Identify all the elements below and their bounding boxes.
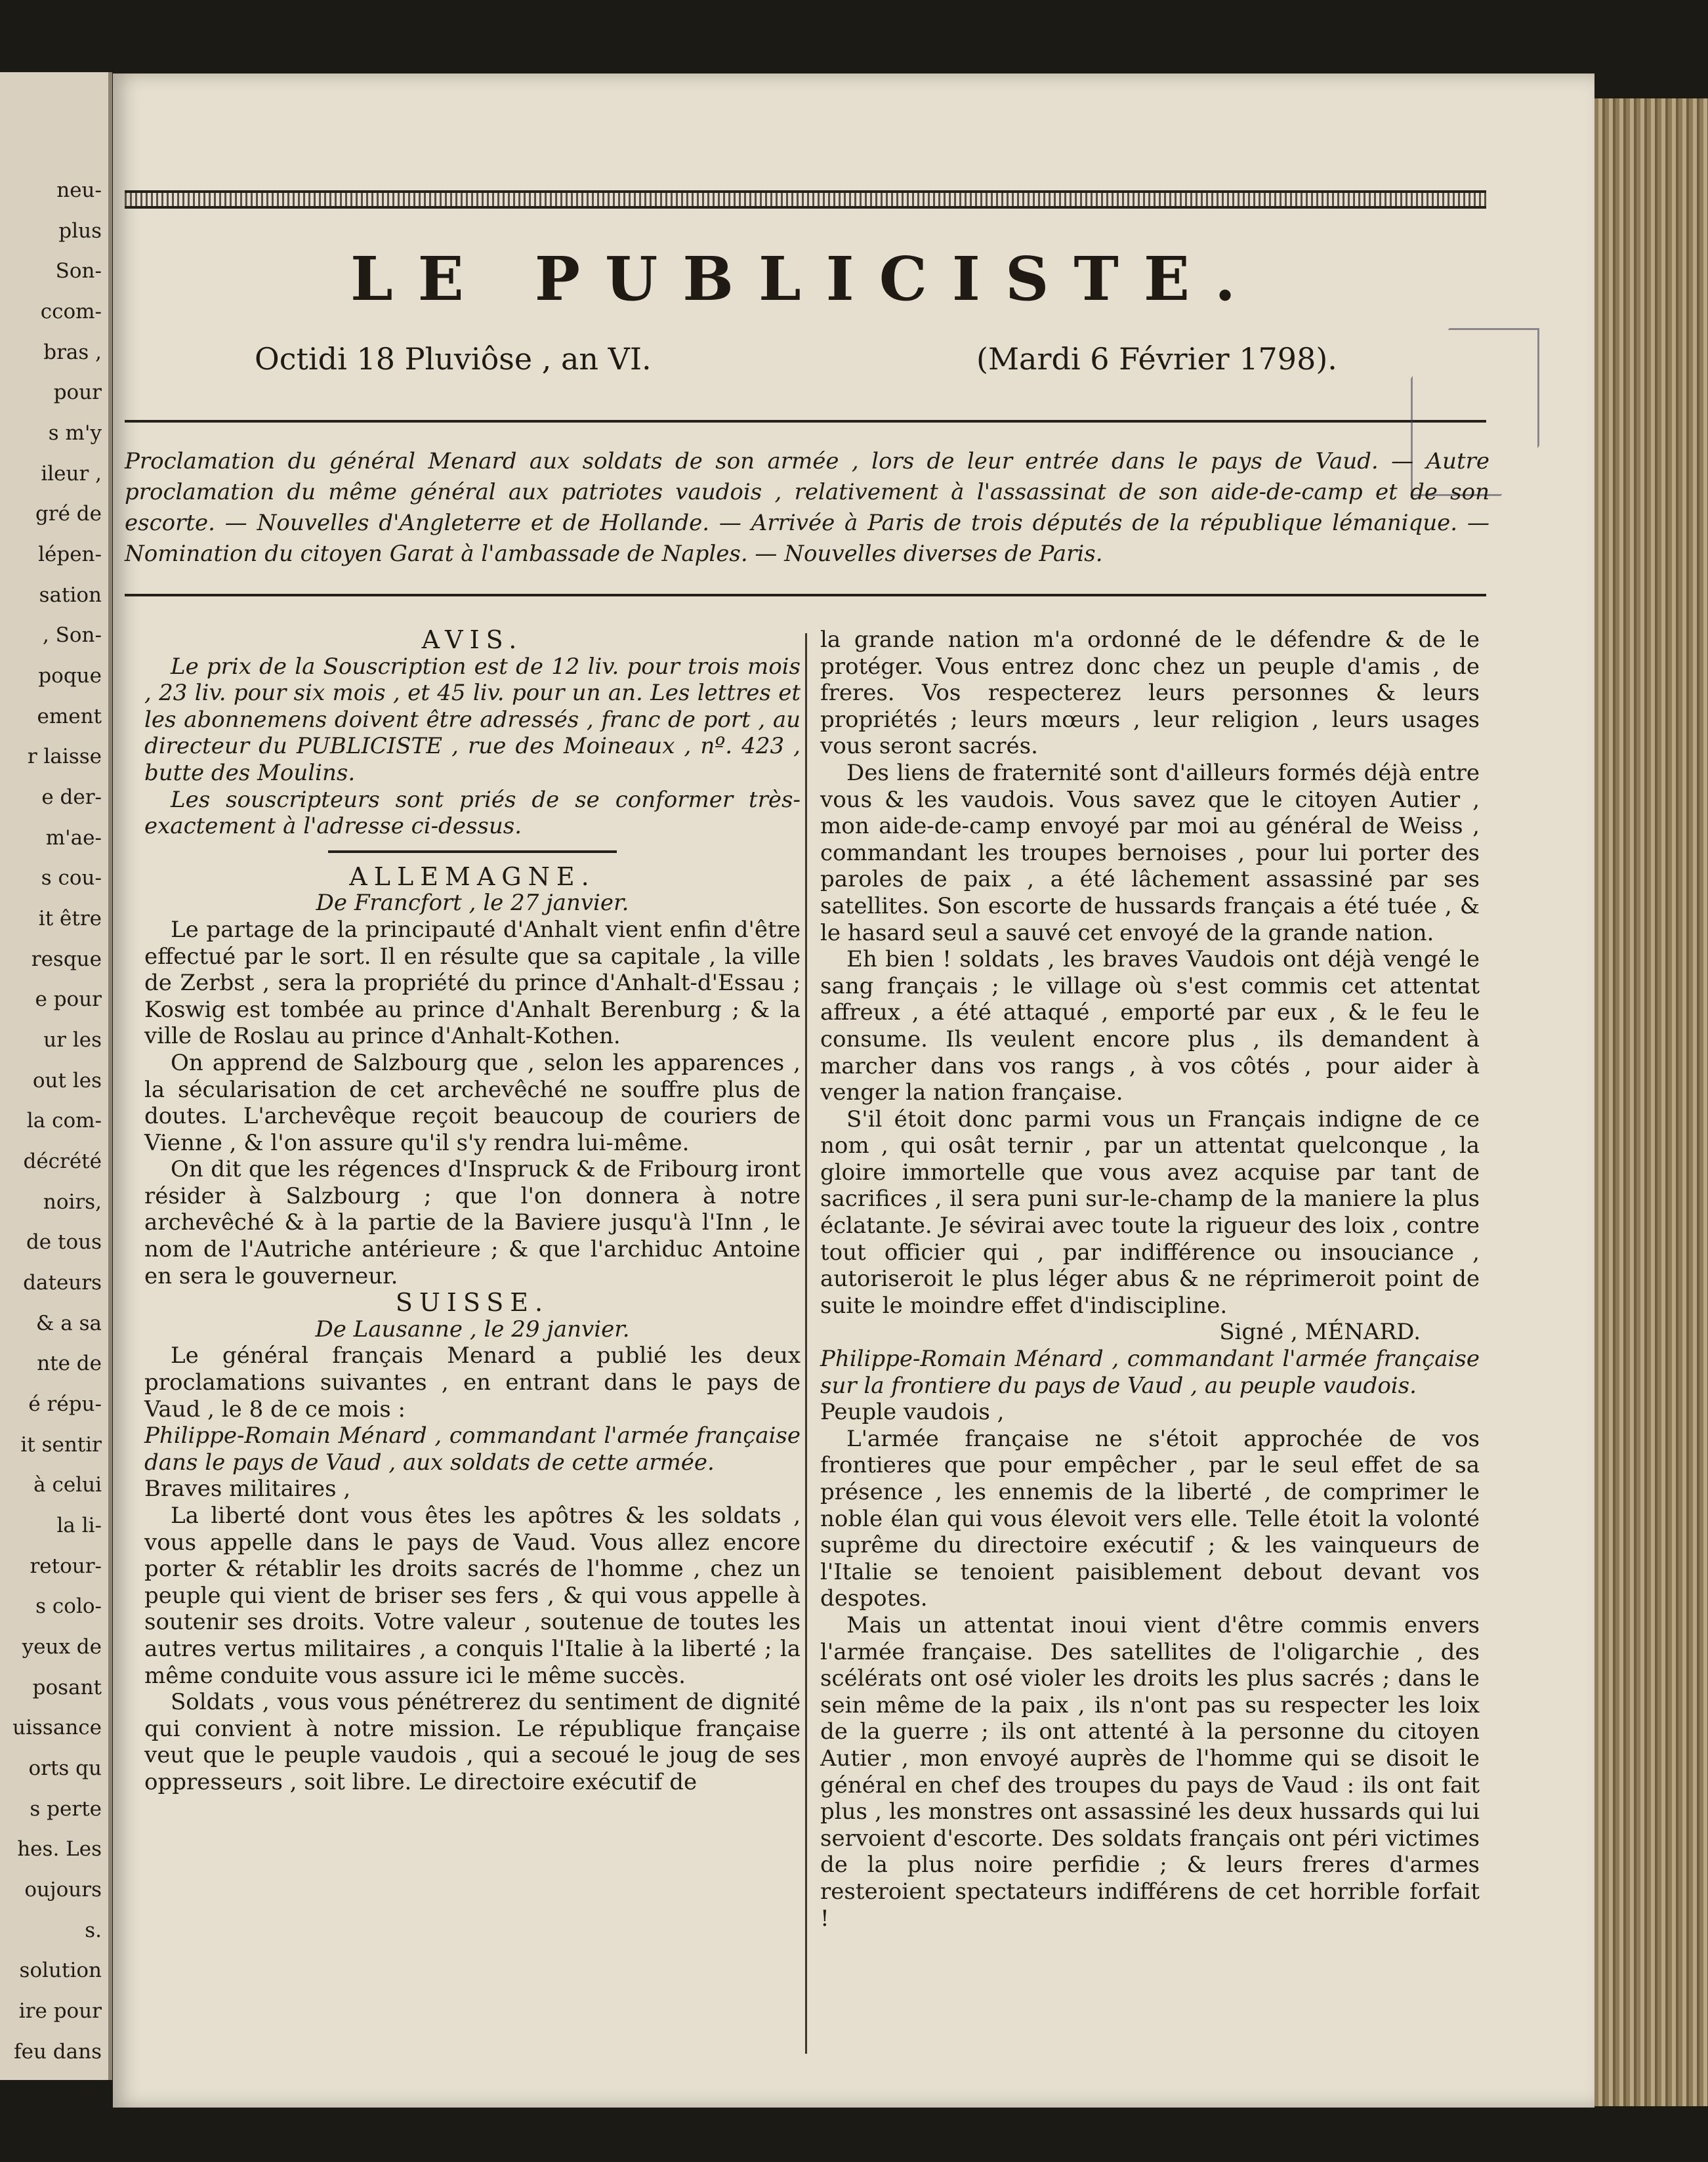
previous-page-fragment: sation [39,583,102,607]
previous-page-fragment: s cou- [41,866,102,890]
allemagne-paragraph-1: Le partage de la principauté d'Anhalt vient enfin d'être effectué par le sort. Il en résulte que sa capitale , la ville de Zerbst , sera la propriété du prince d'Anhalt-d'Essau ; Koswig est tombée au prince d'Anhalt Berenburg ; & la ville de Roslau au prince d'Anhalt-Kothen. [144,916,801,1050]
previous-page-fragment: poque [38,664,102,688]
suisse-title: SUISSE. [395,1288,550,1318]
date-gregorian: (Mardi 6 Février 1798). [976,341,1337,377]
previous-page-fragment: posant [32,1675,102,1699]
column-divider [805,633,807,2054]
previous-page-fragment: ileur , [41,461,102,486]
proclamation-2-salutation: Peuple vaudois , [820,1399,1005,1426]
right-paragraph-1: la grande nation m'a ordonné de le défendre & de le protéger. Vous entrez donc chez un peuple d'amis , de freres. Vos respecterez leurs personnes & leurs propriétés ; leurs mœurs , leur religion , leurs usages vous seront sacrés. [820,627,1480,760]
previous-page-fragment: feu dans [14,2039,102,2064]
section-rule [328,850,617,853]
previous-page-fragment: de tous [26,1230,102,1255]
previous-page-fragment: ement [37,704,102,728]
allemagne-paragraph-2: On apprend de Salzbourg que , selon les apparences , la sécularisation de cet archevêché ne souffre plus de doutes. L'archevêque reçoit beaucoup de couriers de Vienne , & l'on assure qu'il s'y rendra lui-même. [144,1049,801,1156]
previous-page-fragment: lépen- [38,543,102,566]
previous-page-fragment: hes. Les [17,1837,102,1861]
previous-page-fragment: dateurs [23,1271,102,1295]
previous-page-fragment: nte de [37,1352,102,1376]
previous-page-fragment: it être [38,907,102,930]
previous-page-fragment: la li- [56,1514,102,1537]
suisse-paragraph-1: Le général français Menard a publié les deux proclamations suivantes , en entrant dans le pays de Vaud , le 8 de ce mois : [144,1342,801,1423]
previous-page-fragment: r laisse [27,745,102,769]
right-paragraph-6: Mais un attentat inoui vient d'être commis envers l'armée française. Des satellites de l'oligarchie , des scélérats ont osé violer les droits les plus sacrés ; dans le sein même de la paix , ils n'ont pas su respecter les loix de la guerre ; ils ont attenté à la personne du citoyen Autier , mon envoyé auprès de l'homme qui se disoit le général en chef des troupes du pays de Vaud : ils ont fait plus , les monstres ont assassiné les deux hussards qui lui servoient d'escorte. Des soldats français ont péri victimes de la plus noire perfidie ; & leurs freres d'armes resteroient spectateurs indifférens de cet horrible forfait ! [820,1611,1480,1932]
previous-page-fragment: s. [85,2080,102,2104]
previous-page-fragment: s m'y [48,421,102,445]
masthead-title: LE PUBLICISTE. [350,243,1261,314]
avis-subscription: Le prix de la Souscription est de 12 liv. pour trois mois , 23 liv. pour six mois , et 45 liv. pour un an. Les lettres et les abonnemens doivent être adressés , franc de port , au directeur du PUBLICISTE , rue des Moineaux , nº. 423 , butte des Moulins. [144,653,801,786]
summary-rule [125,594,1486,596]
signature: Signé , MÉNARD. [1219,1319,1421,1346]
previous-page-fragment: uissance [12,1716,102,1740]
previous-page-fragment: resque [31,947,102,971]
previous-page-fragment: , Son- [42,623,102,648]
previous-page-fragment: décrété [23,1150,102,1173]
previous-page-fragment: gré de [35,502,102,526]
previous-page-fragment: e pour [35,987,102,1012]
right-paragraph-5: L'armée française ne s'étoit approchée de vos frontieres que pour empêcher , par le seul effet de sa présence , les ennemis de la liberté , de comprimer le noble élan qui vous élevoit vers elle. Telle étoit la volonté suprême du directoire exécutif ; & les vainqueurs de l'Italie se tenoient paisiblement debout devant vos despotes. [820,1425,1480,1612]
header-rule [125,420,1486,423]
previous-page-fragment: & a sa [35,1311,102,1335]
avis-title: AVIS. [421,625,524,654]
previous-page-fragment: Son- [55,259,102,283]
issue-summary: Proclamation du général Menard aux soldats de son armée , lors de leur entrée dans le pays de Vaud. — Autre proclamation du même général aux patriotes vaudois , relativement à l'assassinat de son aide-de-camp et de son escorte. — Nouvelles d'Angleterre et de Hollande. — Arrivée à Paris de trois députés de la république lémanique. — Nomination du citoyen Garat à l'ambassade de Naples. — Nouvelles diverses de Paris. [125,448,1489,567]
previous-page-fragment: yeux de [22,1635,102,1659]
previous-page-fragment: plus [58,218,102,243]
previous-page-edge [0,72,112,2104]
proclamation-2-heading: Philippe-Romain Ménard , commandant l'armée française sur la frontiere du pays de Vaud , au peuple vaudois. [820,1346,1480,1399]
right-paragraph-2: Des liens de fraternité sont d'ailleurs formés déjà entre vous & les vaudois. Vous savez que le citoyen Autier , mon aide-de-camp envoyé par moi au général de Weiss , commandant les troupes bernoises , pour lui porter des paroles de paix , a été lâchement assassiné par ses satellites. Son escorte de hussards français a été tuée , & le hasard seul a sauvé cet envoyé de la grande nation. [820,759,1480,946]
allemagne-title: ALLEMAGNE. [349,862,596,891]
previous-page-fragment: out les [32,1068,102,1092]
left-column [144,627,801,1796]
previous-page-fragment: m'ae- [45,825,102,850]
previous-page-fragment: solution [19,1959,102,1983]
previous-page-fragment: bras , [43,340,102,364]
book-edge [1594,98,1708,2106]
allemagne-dateline: De Francfort , le 27 janvier. [316,890,629,917]
previous-page-fragment: noirs, [43,1190,102,1214]
date-revolutionary: Octidi 18 Pluviôse , an VI. [255,341,652,377]
previous-page-fragment: oujours [24,1878,102,1902]
right-column [820,627,1480,1932]
previous-page-fragment: ire pour [18,1999,102,2023]
previous-page-fragment: pour [53,381,102,405]
avis-notice: Les souscripteurs sont priés de se conformer très-exactement à l'adresse ci-dessus. [144,786,801,840]
right-paragraph-4: S'il étoit donc parmi vous un Français indigne de ce nom , qui osât ternir , par un attentat quelconque , la gloire immortelle que vous avez acquise par tant de sacrifices , il sera puni sur-le-champ de la maniere la plus éclatante. Je sévirai avec toute la rigueur des loix , contre tout officier qui , par indifférence ou insouciance , autoriseroit le plus léger abus & ne réprimeroit point de suite le moindre effet d'indiscipline. [820,1106,1480,1319]
previous-page-fragment: é répu- [28,1392,102,1416]
proclamation-1-paragraph-2: Soldats , vous vous pénétrerez du sentiment de dignité qui convient à notre mission. Le république française veut que le peuple vaudois , qui a secoué le joug de ses oppresseurs , soit libre. Le directoire exécutif de [144,1689,801,1795]
proclamation-1-heading: Philippe-Romain Ménard , commandant l'armée française dans le pays de Vaud , aux soldats de cette armée. [144,1423,801,1476]
previous-page-fragment: ur les [43,1028,102,1052]
previous-page-fragment: à celui [33,1473,102,1497]
proclamation-1-salutation: Braves militaires , [144,1476,351,1503]
previous-page-fragment: ccom- [40,300,102,323]
previous-page-fragment: orts qu [28,1757,102,1780]
suisse-dateline: De Lausanne , le 29 janvier. [315,1316,630,1342]
right-paragraph-3: Eh bien ! soldats , les braves Vaudois ont déjà vengé le sang français ; le village où s'est commis cet attentat affreux , a été attaqué , emporté par eux , & le feu le consume. Ils veulent encore plus , ils demandent à marcher dans vos rangs , à vos côtés , pour aider à venger la nation française. [820,946,1480,1106]
previous-page-fragment: retour- [30,1554,102,1578]
previous-page-fragment: la com- [26,1109,102,1133]
top-border-rule [125,190,1486,209]
previous-page-fragment: e der- [41,785,102,809]
previous-page-fragment: s. [85,1918,102,1942]
proclamation-1-paragraph-1: La liberté dont vous êtes les apôtres & les soldats , vous appelle dans le pays de Vaud. Vous allez encore porter & rétablir les droits sacrés de l'homme , chez un peuple qui vient de briser ses fers , & qui vous appelle à soutenir ses droits. Votre valeur , soutenue de toutes les autres vertus militaires , a conquis l'Italie à la liberté ; la même conduite vous assure ici le même succès. [144,1503,801,1689]
previous-page-fragment: s colo- [35,1594,102,1619]
previous-page-fragment: s perte [30,1797,102,1821]
previous-page-fragment: it sentir [20,1432,102,1457]
previous-page-fragment: neu- [56,178,102,202]
allemagne-paragraph-3: On dit que les régences d'Inspruck & de Fribourg iront résider à Salzbourg ; que l'on donnera à notre archevêché & à la partie de la Baviere jusqu'à l'Inn , le nom de l'Autriche antérieure ; & que l'archiduc Antoine en sera le gouverneur. [144,1156,801,1289]
